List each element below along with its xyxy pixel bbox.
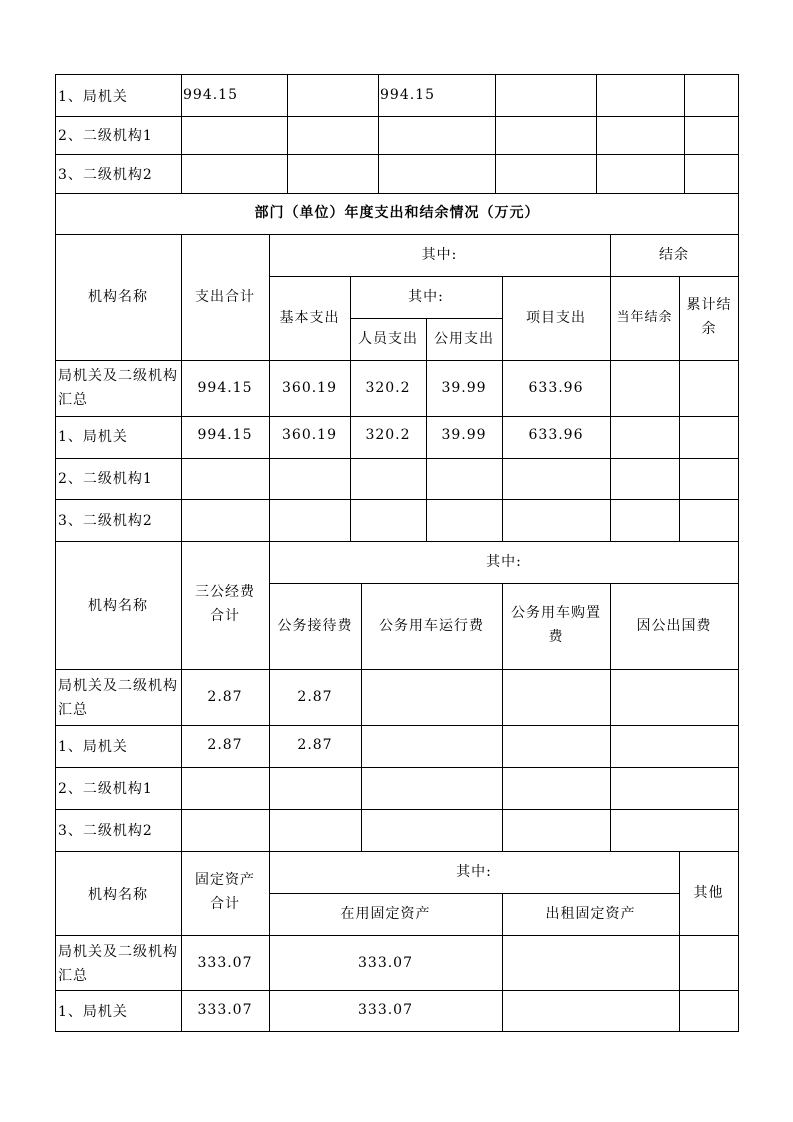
cell-value: 994.15 — [380, 87, 435, 103]
cell-value: 333.07 — [197, 955, 253, 971]
rule — [55, 1031, 739, 1032]
row-label: 1、局机关 — [58, 89, 128, 105]
rule — [495, 74, 496, 193]
header-personnel: 人员支出 — [358, 331, 418, 347]
cell-value: 320.2 — [365, 380, 411, 396]
header-total: 支出合计 — [195, 289, 255, 305]
row-label: 3、二级机构2 — [58, 823, 153, 839]
row-label: 3、二级机构2 — [58, 167, 153, 183]
row-label: 局机关及二级机构汇总 — [58, 678, 178, 718]
header-org: 机构名称 — [88, 598, 148, 614]
rule — [378, 74, 379, 193]
cell-value: 2.87 — [297, 737, 333, 753]
row-label: 1、局机关 — [58, 1004, 128, 1020]
rule — [181, 74, 182, 193]
rule — [55, 234, 739, 235]
header-org: 机构名称 — [88, 289, 148, 305]
rule — [269, 276, 739, 277]
rule — [596, 74, 597, 193]
rule — [350, 276, 351, 541]
rule — [55, 809, 739, 810]
header-of-which: 其中: — [456, 864, 492, 880]
rule — [55, 458, 739, 459]
header-assets-total: 固定资产合计 — [195, 872, 255, 912]
rule — [55, 725, 739, 726]
cell-value: 39.99 — [441, 427, 487, 443]
header-of-which: 其中: — [486, 554, 522, 570]
row-label: 1、局机关 — [58, 429, 128, 445]
header-project: 项目支出 — [526, 310, 586, 326]
cell-value: 2.87 — [207, 737, 243, 753]
rule — [55, 935, 739, 936]
header-abroad: 因公出国费 — [636, 618, 712, 634]
row-label: 局机关及二级机构汇总 — [58, 368, 178, 408]
cell-value: 360.19 — [282, 380, 337, 396]
rule — [679, 851, 680, 1031]
rule — [55, 193, 739, 194]
header-of-which-2: 其中: — [408, 289, 444, 305]
rule — [684, 74, 685, 193]
rule — [679, 276, 680, 541]
rule — [55, 116, 739, 117]
row-label: 2、二级机构1 — [58, 128, 153, 144]
row-label: 3、二级机构2 — [58, 513, 153, 529]
rule — [269, 583, 739, 584]
cell-value: 994.15 — [183, 87, 238, 103]
row-label: 局机关及二级机构汇总 — [58, 944, 178, 984]
cell-value: 39.99 — [441, 380, 487, 396]
header-org: 机构名称 — [88, 887, 148, 903]
header-of-which: 其中: — [421, 247, 458, 263]
rule — [269, 893, 680, 894]
header-three-public-total: 三公经费合计 — [195, 584, 255, 624]
cell-value: 333.07 — [197, 1002, 253, 1018]
cell-value: 333.07 — [358, 1002, 413, 1018]
cell-value: 2.87 — [297, 689, 333, 705]
header-balance: 结余 — [659, 247, 689, 263]
rule — [55, 416, 739, 417]
header-reception: 公务接待费 — [277, 618, 353, 634]
cell-value: 2.87 — [207, 689, 243, 705]
cell-value: 360.19 — [282, 427, 337, 443]
rule — [287, 74, 288, 193]
header-public: 公用支出 — [434, 331, 494, 347]
rule — [55, 154, 739, 155]
rule — [55, 74, 739, 75]
rule — [55, 767, 739, 768]
header-cum-balance: 累计结余 — [686, 297, 732, 337]
cell-value: 994.15 — [197, 380, 253, 396]
header-in-use: 在用固定资产 — [340, 906, 431, 922]
header-other: 其他 — [693, 885, 724, 901]
header-car-buy: 公务用车购置费 — [511, 605, 601, 645]
rule — [55, 541, 739, 542]
rule — [55, 360, 739, 361]
rule — [502, 583, 503, 851]
cell-value: 333.07 — [358, 955, 413, 971]
rule — [55, 851, 739, 852]
header-basic: 基本支出 — [279, 310, 340, 326]
header-year-balance: 当年结余 — [616, 310, 673, 325]
header-car-run: 公务用车运行费 — [379, 618, 484, 634]
cell-value: 633.96 — [528, 427, 584, 443]
row-label: 2、二级机构1 — [58, 471, 153, 487]
rule — [55, 669, 739, 670]
rule — [55, 990, 739, 991]
cell-value: 320.2 — [365, 427, 411, 443]
row-label: 2、二级机构1 — [58, 781, 153, 797]
header-rented: 出租固定资产 — [545, 906, 636, 922]
rule — [55, 499, 739, 500]
rule — [610, 234, 611, 541]
section-title: 部门（单位）年度支出和结余情况（万元） — [254, 205, 540, 221]
row-label: 1、局机关 — [58, 739, 128, 755]
cell-value: 633.96 — [528, 380, 584, 396]
cell-value: 994.15 — [197, 427, 253, 443]
